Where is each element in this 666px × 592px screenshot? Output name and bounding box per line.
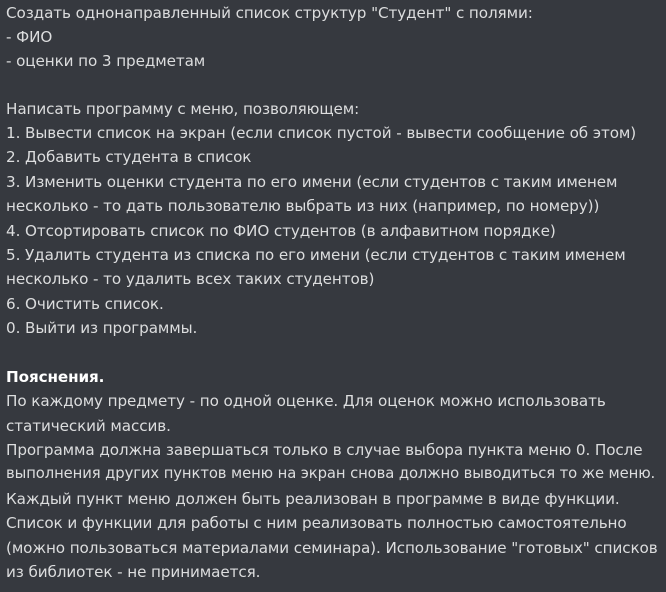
explanation-line: Программа должна завершаться только в случае выбора пункта меню 0. После xyxy=(6,441,643,459)
explanation-line: Список и функции для работы с ним реализовать полностью самостоятельно xyxy=(6,514,627,532)
field-fio-line: - ФИО xyxy=(6,28,53,46)
explanation-line: статический массив. xyxy=(6,417,171,435)
menu-item-3: 3. Изменить оценки студента по его имени (если студентов с таким именем xyxy=(6,173,618,191)
menu-intro-line: Написать программу с меню, позволяющем: xyxy=(6,100,360,118)
task-intro-line: Создать однонаправленный список структур "Студент" с полями: xyxy=(6,4,533,22)
field-grades-line: - оценки по 3 предметам xyxy=(6,52,206,70)
menu-item-1: 1. Вывести список на экран (если список пустой - вывести сообщение об этом) xyxy=(6,124,637,142)
menu-item-2: 2. Добавить студента в список xyxy=(6,148,252,166)
explanation-line: из библиотек - не принимается. xyxy=(6,563,261,581)
explanation-line: По каждому предмету - по одной оценке. Для оценок можно использовать xyxy=(6,392,606,410)
explanation-line: (можно пользоваться материалами семинара). Использование "готовых" списков xyxy=(6,539,658,557)
explanations-heading: Пояснения. xyxy=(6,368,105,386)
menu-item-0: 0. Выйти из программы. xyxy=(6,319,198,337)
menu-item-4: 4. Отсортировать список по ФИО студентов (в алфавитном порядке) xyxy=(6,222,556,240)
explanation-line: Каждый пункт меню должен быть реализован в программе в виде функции. xyxy=(6,490,620,508)
menu-item-6: 6. Очистить список. xyxy=(6,295,164,313)
menu-item-5: 5. Удалить студента из списка по его имени (если студентов с таким именем xyxy=(6,246,626,264)
explanation-line: выполнения других пунктов меню на экран снова должно выводиться то же меню. xyxy=(6,465,656,482)
menu-item-5-cont: несколько - то удалить всех таких студентов) xyxy=(6,270,375,288)
menu-item-3-cont: несколько - то дать пользователю выбрать из них (например, по номеру)) xyxy=(6,197,600,215)
